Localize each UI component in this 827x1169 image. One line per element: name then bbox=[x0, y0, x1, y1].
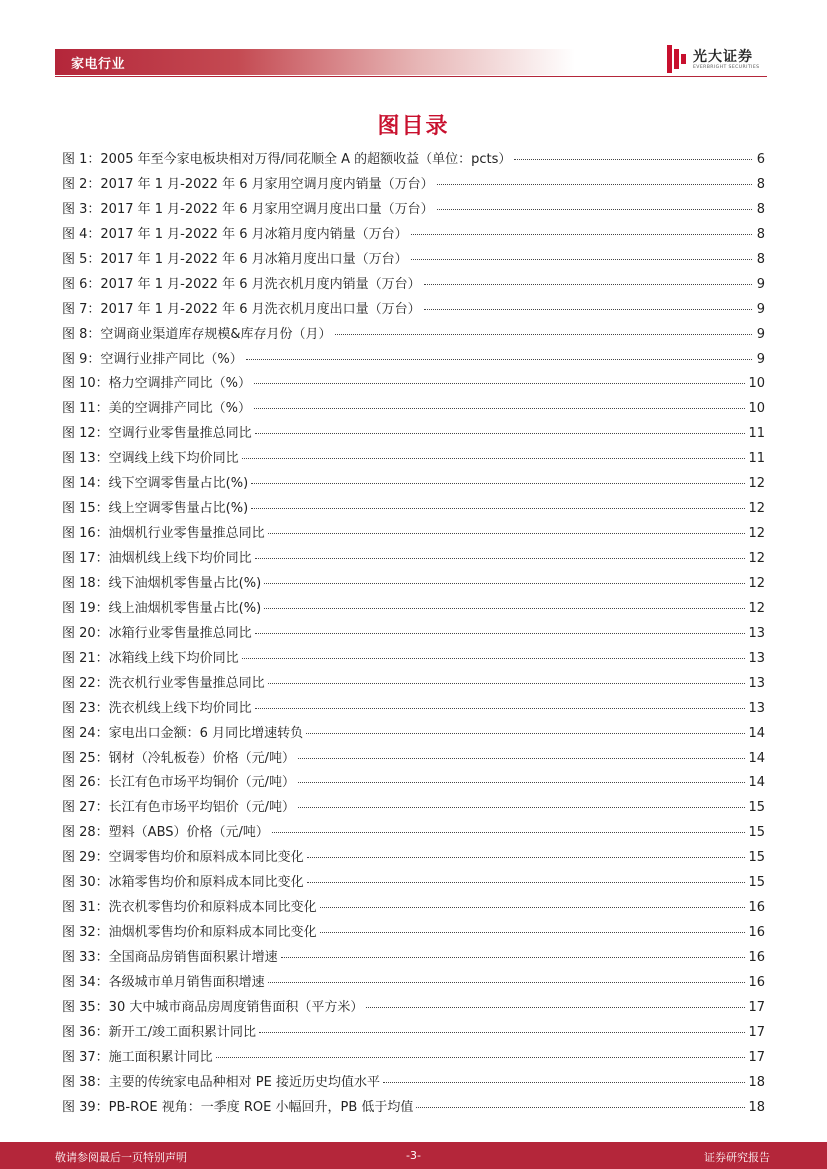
toc-entry-label: 图 37：施工面积累计同比 bbox=[62, 1049, 213, 1065]
toc-leader-dots bbox=[268, 533, 746, 534]
brand-logo bbox=[665, 44, 769, 74]
toc-leader-dots bbox=[307, 882, 746, 883]
toc-entry-label: 图 27：长江有色市场平均铝价（元/吨） bbox=[62, 800, 296, 816]
toc-entry-page: 8 bbox=[756, 226, 765, 242]
toc-leader-dots bbox=[366, 1007, 745, 1008]
toc-entry-label: 图 32：油烟机零售均价和原料成本同比变化 bbox=[62, 925, 317, 941]
toc-entry-label: 图 11：美的空调排产同比（%） bbox=[62, 401, 252, 417]
toc-entry[interactable] bbox=[62, 547, 765, 572]
toc-entry[interactable] bbox=[62, 422, 765, 447]
toc-entry-page: 12 bbox=[748, 526, 765, 542]
toc-entry[interactable] bbox=[62, 323, 765, 348]
toc-entry-page: 9 bbox=[756, 326, 765, 342]
toc-leader-dots bbox=[255, 708, 746, 709]
toc-entry-page: 17 bbox=[748, 999, 765, 1015]
toc-entry[interactable] bbox=[62, 1071, 765, 1096]
toc-leader-dots bbox=[411, 234, 752, 235]
toc-entry-label: 图 21：冰箱线上线下均价同比 bbox=[62, 650, 239, 666]
toc-entry-page: 10 bbox=[748, 401, 765, 417]
toc-entry-label: 图 17：油烟机线上线下均价同比 bbox=[62, 551, 252, 566]
toc-entry-page: 9 bbox=[756, 351, 765, 367]
toc-entry-label: 图 36：新开工/竣工面积累计同比 bbox=[62, 1024, 257, 1040]
toc-entry-label: 图 4：2017 年 1 月-2022 年 6 月冰箱月度内销量（万台） bbox=[62, 226, 408, 242]
toc-entry-page: 14 bbox=[748, 750, 765, 766]
toc-entry-label: 图 5：2017 年 1 月-2022 年 6 月冰箱月度出口量（万台） bbox=[62, 251, 408, 267]
header-band bbox=[55, 49, 575, 75]
header-rule bbox=[55, 76, 767, 77]
toc-entry-page: 6 bbox=[756, 152, 765, 167]
toc-entry[interactable] bbox=[62, 298, 765, 323]
toc-entry[interactable] bbox=[62, 796, 765, 821]
toc-entry-page: 11 bbox=[748, 426, 765, 442]
toc-entry[interactable] bbox=[62, 447, 765, 472]
toc-entry-label: 图 30：冰箱零售均价和原料成本同比变化 bbox=[62, 875, 304, 891]
toc-entry-page: 15 bbox=[748, 850, 765, 866]
figure-table-of-contents bbox=[62, 148, 765, 1121]
toc-entry-page: 13 bbox=[748, 625, 765, 641]
toc-entry-page: 16 bbox=[748, 974, 765, 990]
toc-leader-dots bbox=[242, 658, 746, 659]
toc-entry-page: 12 bbox=[748, 476, 765, 492]
toc-entry-page: 13 bbox=[748, 675, 765, 691]
toc-leader-dots bbox=[437, 209, 752, 210]
toc-entry[interactable] bbox=[62, 597, 765, 622]
toc-leader-dots bbox=[272, 832, 746, 833]
toc-leader-dots bbox=[251, 508, 745, 509]
toc-entry-page: 11 bbox=[748, 451, 765, 467]
toc-entry[interactable] bbox=[62, 672, 765, 697]
toc-entry-label: 图 14：线下空调零售量占比(%) bbox=[62, 476, 249, 492]
toc-entry-page: 9 bbox=[756, 276, 765, 292]
toc-leader-dots bbox=[411, 259, 752, 260]
toc-entry[interactable] bbox=[62, 821, 765, 846]
toc-leader-dots bbox=[514, 159, 752, 160]
toc-entry-label: 图 8：空调商业渠道库存规模&库存月份（月） bbox=[62, 326, 332, 342]
toc-leader-dots bbox=[416, 1107, 745, 1108]
toc-leader-dots bbox=[298, 782, 745, 783]
toc-leader-dots bbox=[259, 1032, 745, 1033]
toc-entry-label: 图 23：洗衣机线上线下均价同比 bbox=[62, 700, 252, 716]
toc-entry-page: 12 bbox=[748, 575, 765, 591]
toc-entry-page: 14 bbox=[748, 725, 765, 741]
toc-entry-label: 图 13：空调线上线下均价同比 bbox=[62, 451, 239, 467]
toc-entry-label: 图 34：各级城市单月销售面积增速 bbox=[62, 974, 265, 990]
toc-entry-label: 图 29：空调零售均价和原料成本同比变化 bbox=[62, 850, 304, 866]
toc-leader-dots bbox=[251, 483, 745, 484]
toc-entry[interactable] bbox=[62, 846, 765, 871]
toc-entry[interactable] bbox=[62, 971, 765, 996]
toc-entry-page: 12 bbox=[748, 501, 765, 517]
toc-leader-dots bbox=[264, 583, 745, 584]
toc-entry[interactable] bbox=[62, 522, 765, 547]
toc-entry-page: 12 bbox=[748, 600, 765, 616]
toc-entry[interactable] bbox=[62, 647, 765, 672]
toc-leader-dots bbox=[307, 857, 746, 858]
toc-entry[interactable] bbox=[62, 198, 765, 223]
toc-entry-page: 16 bbox=[748, 900, 765, 916]
toc-entry-page: 8 bbox=[756, 176, 765, 192]
toc-entry-label: 图 16：油烟机行业零售量推总同比 bbox=[62, 526, 265, 542]
toc-entry-label: 图 33：全国商品房销售面积累计增速 bbox=[62, 950, 278, 965]
toc-leader-dots bbox=[424, 309, 752, 310]
toc-entry-page: 12 bbox=[748, 551, 765, 566]
toc-entry-label: 图 28：塑料（ABS）价格（元/吨） bbox=[62, 825, 269, 841]
page-title: 图目录 bbox=[377, 114, 450, 139]
toc-entry[interactable] bbox=[62, 1046, 765, 1071]
toc-leader-dots bbox=[437, 184, 752, 185]
toc-leader-dots bbox=[383, 1082, 745, 1083]
toc-entry-label: 图 20：冰箱行业零售量推总同比 bbox=[62, 625, 252, 641]
toc-leader-dots bbox=[216, 1057, 746, 1058]
toc-entry[interactable] bbox=[62, 946, 765, 971]
toc-entry[interactable] bbox=[62, 622, 765, 647]
toc-entry-label: 图 7：2017 年 1 月-2022 年 6 月洗衣机月度出口量（万台） bbox=[62, 301, 421, 317]
toc-entry[interactable] bbox=[62, 397, 765, 422]
toc-entry[interactable] bbox=[62, 747, 765, 772]
footer-disclaimer: 敬请参阅最后一页特别声明 bbox=[55, 1151, 187, 1164]
toc-entry-page: 15 bbox=[748, 825, 765, 841]
toc-leader-dots bbox=[255, 558, 746, 559]
toc-leader-dots bbox=[306, 733, 745, 734]
toc-entry-label: 图 38：主要的传统家电品种相对 PE 接近历史均值水平 bbox=[62, 1074, 380, 1090]
toc-entry-label: 图 24：家电出口金额：6 月同比增速转负 bbox=[62, 725, 304, 741]
toc-entry[interactable] bbox=[62, 921, 765, 946]
toc-entry[interactable] bbox=[62, 472, 765, 497]
toc-leader-dots bbox=[242, 458, 746, 459]
toc-entry[interactable] bbox=[62, 996, 765, 1021]
toc-entry[interactable] bbox=[62, 348, 765, 373]
toc-entry-label: 图 18：线下油烟机零售量占比(%) bbox=[62, 575, 262, 591]
toc-leader-dots bbox=[264, 608, 745, 609]
toc-leader-dots bbox=[320, 907, 746, 908]
toc-entry[interactable] bbox=[62, 1021, 765, 1046]
toc-leader-dots bbox=[335, 334, 752, 335]
toc-entry-page: 18 bbox=[748, 1099, 765, 1115]
toc-entry-page: 14 bbox=[748, 775, 765, 791]
toc-entry[interactable] bbox=[62, 697, 765, 722]
toc-entry-label: 图 25：钢材（冷轧板卷）价格（元/吨） bbox=[62, 750, 296, 766]
toc-entry[interactable] bbox=[62, 223, 765, 248]
page-number: -3- bbox=[406, 1149, 421, 1162]
toc-leader-dots bbox=[424, 284, 752, 285]
toc-entry-label: 图 9：空调行业排产同比（%） bbox=[62, 351, 243, 367]
toc-entry[interactable] bbox=[62, 148, 765, 173]
toc-entry[interactable] bbox=[62, 896, 765, 921]
toc-leader-dots bbox=[254, 408, 745, 409]
section-label: 家电行业 bbox=[71, 57, 126, 72]
toc-entry-label: 图 1：2005 年至今家电板块相对万得/同花顺全 A 的超额收益（单位：pcts） bbox=[62, 152, 512, 167]
toc-leader-dots bbox=[268, 982, 746, 983]
brand-name: 光大证券 bbox=[693, 49, 753, 65]
toc-entry[interactable] bbox=[62, 572, 765, 597]
toc-leader-dots bbox=[298, 807, 745, 808]
toc-entry-label: 图 22：洗衣机行业零售量推总同比 bbox=[62, 675, 265, 691]
toc-entry-label: 图 39：PB-ROE 视角：一季度 ROE 小幅回升，PB 低于均值 bbox=[62, 1099, 414, 1115]
toc-entry-page: 18 bbox=[748, 1074, 765, 1090]
toc-entry[interactable] bbox=[62, 273, 765, 298]
toc-entry-page: 10 bbox=[748, 376, 765, 392]
toc-entry[interactable] bbox=[62, 173, 765, 198]
toc-entry[interactable] bbox=[62, 871, 765, 896]
toc-entry-label: 图 15：线上空调零售量占比(%) bbox=[62, 501, 249, 517]
toc-entry-page: 13 bbox=[748, 700, 765, 716]
toc-entry-label: 图 2：2017 年 1 月-2022 年 6 月家用空调月度内销量（万台） bbox=[62, 176, 434, 192]
toc-entry[interactable] bbox=[62, 248, 765, 273]
toc-entry-page: 8 bbox=[756, 251, 765, 267]
toc-entry-page: 13 bbox=[748, 650, 765, 666]
toc-entry[interactable] bbox=[62, 1096, 765, 1121]
toc-entry-label: 图 12：空调行业零售量推总同比 bbox=[62, 426, 252, 442]
toc-entry-page: 16 bbox=[748, 950, 765, 965]
brand-logo-icon bbox=[665, 44, 689, 74]
toc-entry[interactable] bbox=[62, 372, 765, 397]
toc-entry-label: 图 6：2017 年 1 月-2022 年 6 月洗衣机月度内销量（万台） bbox=[62, 276, 421, 292]
toc-entry[interactable] bbox=[62, 722, 765, 747]
brand-subtitle: EVERBRIGHT SECURITIES bbox=[693, 65, 760, 70]
toc-leader-dots bbox=[298, 758, 745, 759]
toc-entry-page: 17 bbox=[748, 1049, 765, 1065]
toc-entry[interactable] bbox=[62, 497, 765, 522]
toc-entry-label: 图 3：2017 年 1 月-2022 年 6 月家用空调月度出口量（万台） bbox=[62, 201, 434, 217]
toc-leader-dots bbox=[268, 683, 746, 684]
toc-leader-dots bbox=[281, 957, 746, 958]
toc-leader-dots bbox=[254, 383, 745, 384]
toc-entry-label: 图 35：30 大中城市商品房周度销售面积（平方米） bbox=[62, 999, 364, 1015]
footer-report-type: 证券研究报告 bbox=[704, 1151, 770, 1164]
toc-entry-label: 图 26：长江有色市场平均铜价（元/吨） bbox=[62, 775, 296, 791]
toc-leader-dots bbox=[255, 633, 746, 634]
toc-entry[interactable] bbox=[62, 771, 765, 796]
toc-entry-label: 图 10：格力空调排产同比（%） bbox=[62, 376, 252, 392]
toc-entry-label: 图 19：线上油烟机零售量占比(%) bbox=[62, 600, 262, 616]
toc-entry-page: 15 bbox=[748, 800, 765, 816]
toc-entry-page: 17 bbox=[748, 1024, 765, 1040]
toc-entry-page: 15 bbox=[748, 875, 765, 891]
toc-entry-page: 16 bbox=[748, 925, 765, 941]
toc-entry-page: 8 bbox=[756, 201, 765, 217]
toc-leader-dots bbox=[255, 433, 746, 434]
toc-entry-label: 图 31：洗衣机零售均价和原料成本同比变化 bbox=[62, 900, 317, 916]
toc-leader-dots bbox=[320, 932, 746, 933]
toc-leader-dots bbox=[246, 359, 752, 360]
toc-entry-page: 9 bbox=[756, 301, 765, 317]
